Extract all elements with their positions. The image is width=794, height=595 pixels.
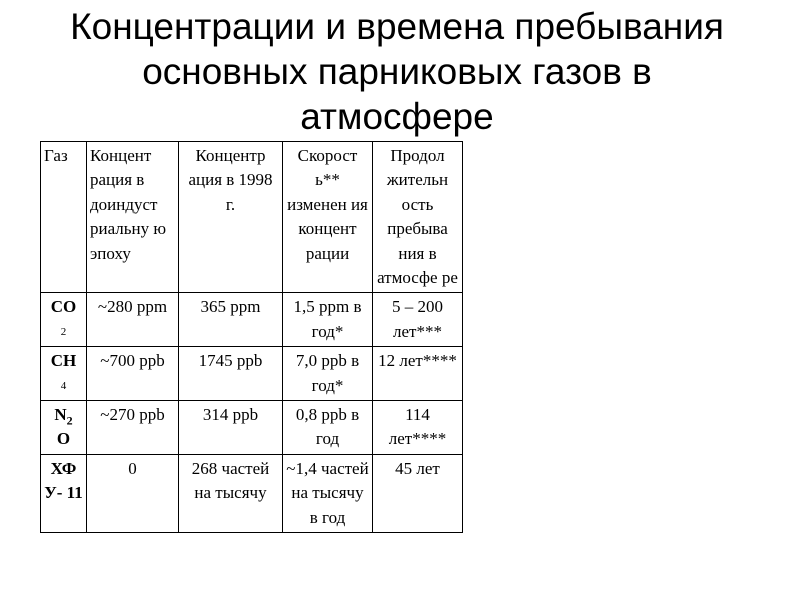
header-gas: Газ bbox=[41, 142, 87, 293]
concentration-1998-cell: 1745 ppb bbox=[179, 347, 283, 401]
gas-name-tail: O bbox=[56, 429, 71, 449]
header-1998: Концентр ация в 1998 г. bbox=[179, 142, 283, 293]
gas-subscript: 4 bbox=[60, 379, 67, 392]
table-row bbox=[41, 454, 463, 532]
title-line-1: Концентрации и времена пребывания bbox=[70, 6, 724, 47]
header-preindustrial: Концент рация в доиндуст риальну ю эпоху bbox=[87, 142, 179, 293]
header-rate: Скорост ь** изменен ия концент рации bbox=[283, 142, 373, 293]
lifetime-cell: 45 лет bbox=[373, 454, 463, 532]
rate-cell: 1,5 ppm в год* bbox=[283, 293, 373, 347]
gas-subscript: 2 bbox=[66, 413, 73, 428]
gas-name: CO bbox=[50, 297, 77, 317]
preindustrial-cell: ~700 ppb bbox=[87, 347, 179, 401]
gas-subscript: 2 bbox=[60, 325, 67, 338]
rate-cell: 7,0 ppb в год* bbox=[283, 347, 373, 401]
gas-cell bbox=[41, 454, 87, 532]
slide-title bbox=[0, 4, 794, 139]
table-row bbox=[41, 347, 463, 401]
preindustrial-cell: ~270 ppb bbox=[87, 401, 179, 455]
gas-name: ХФ У- 11 bbox=[44, 458, 83, 503]
table-row bbox=[41, 401, 463, 455]
lifetime-cell: 5 – 200 лет*** bbox=[373, 293, 463, 347]
gas-cell bbox=[41, 347, 87, 401]
lifetime-cell: 114 лет**** bbox=[373, 401, 463, 455]
table-row bbox=[41, 293, 463, 347]
gas-name: N bbox=[54, 405, 67, 425]
table-header-row bbox=[41, 142, 463, 293]
preindustrial-cell: ~280 ppm bbox=[87, 293, 179, 347]
rate-cell: ~1,4 частей на тысячу в год bbox=[283, 454, 373, 532]
title-line-3: атмосфере bbox=[300, 96, 494, 137]
concentration-1998-cell: 314 ppb bbox=[179, 401, 283, 455]
preindustrial-cell: 0 bbox=[87, 454, 179, 532]
gas-name: CH bbox=[50, 351, 77, 371]
title-line-2: основных парниковых газов в bbox=[142, 51, 652, 92]
concentration-1998-cell: 268 частей на тысячу bbox=[179, 454, 283, 532]
header-lifetime: Продол жительн ость пребыва ния в атмосфе ре bbox=[373, 142, 463, 293]
gas-cell bbox=[41, 293, 87, 347]
concentration-1998-cell: 365 ppm bbox=[179, 293, 283, 347]
greenhouse-gases-table bbox=[40, 141, 463, 533]
rate-cell: 0,8 ppb в год bbox=[283, 401, 373, 455]
lifetime-cell: 12 лет**** bbox=[373, 347, 463, 401]
gas-cell bbox=[41, 401, 87, 455]
